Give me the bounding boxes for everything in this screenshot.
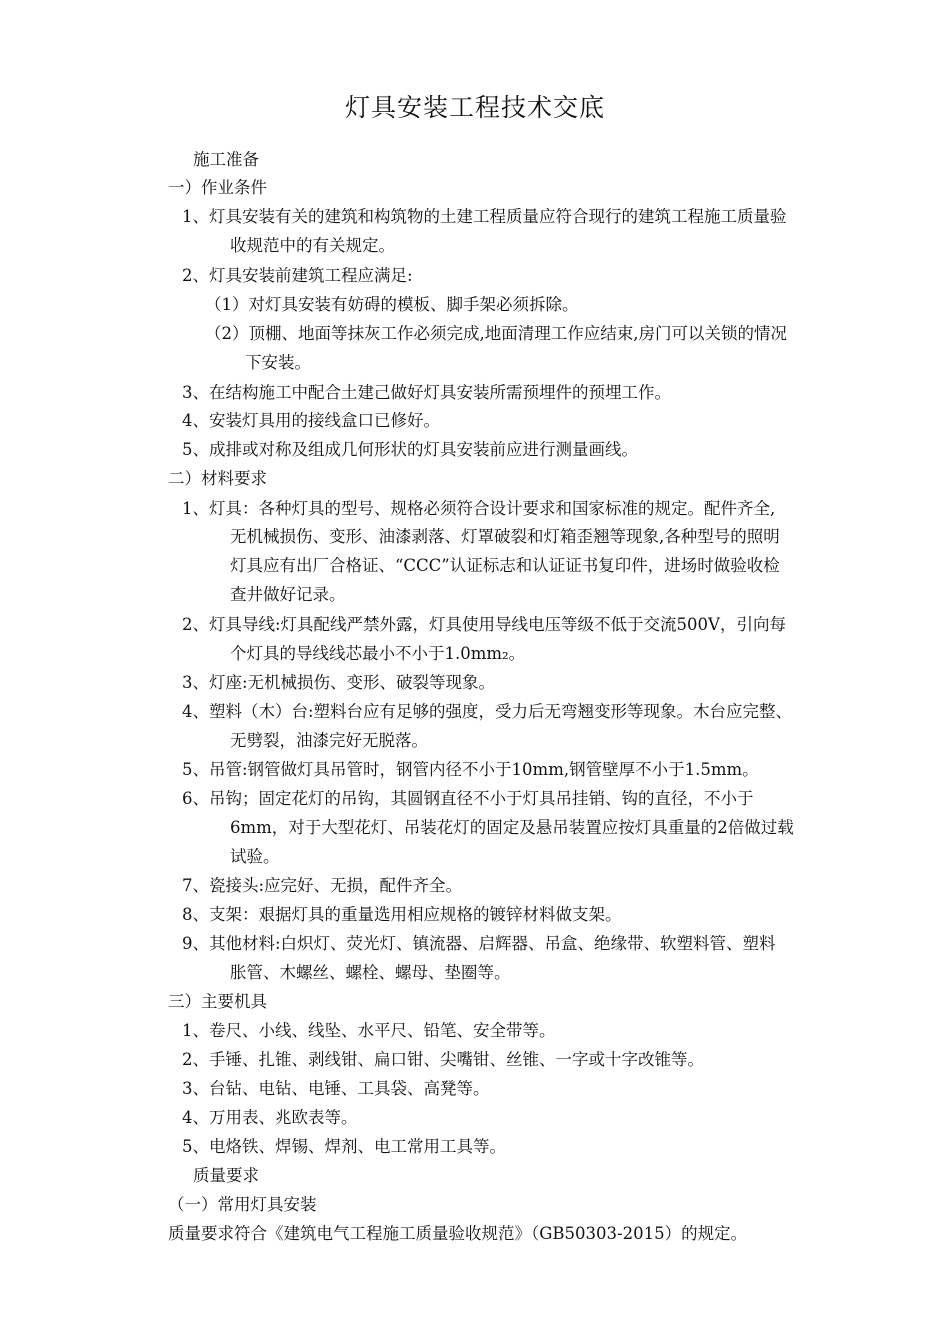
text-line: 7、瓷接头:应完好、无损，配件齐全。 [182,876,463,895]
text-line: 3、灯座:无机械损伤、变形、破裂等现象。 [182,673,496,692]
text-line: 下安装。 [245,353,311,372]
text-line: 无机械损伤、变形、油漆剥落、灯罩破裂和灯箱歪翘等现象,各种型号的照明 [230,527,780,546]
text-line: 5、成排或对称及组成几何形状的灯具安装前应进行测量画线。 [182,440,638,459]
text-line: 试验。 [230,847,280,866]
text-line: 1、灯具：各种灯具的型号、规格必须符合设计要求和国家标准的规定。配件齐全, [182,499,776,518]
text-line: 3、在结构施工中配合土建己做好灯具安装所需预埋件的预埋工作。 [182,383,671,402]
text-line: 4、塑料（木）台:塑料台应有足够的强度，受力后无弯翘变形等现象。木台应完整、 [182,702,793,721]
text-line: 1、灯具安装有关的建筑和构筑物的土建工程质量应符合现行的建筑工程施工质量验 [182,207,787,226]
text-line: （1）对灯具安装有妨碍的模板、脚手架必须拆除。 [205,295,579,314]
text-line: 4、万用表、兆欧表等。 [182,1108,358,1127]
text-line: 胀管、木螺丝、螺栓、螺母、垫圈等。 [230,963,511,982]
text-line: 无劈裂，油漆完好无脱落。 [230,731,428,750]
text-line: 二）材料要求 [168,469,267,488]
text-line: 6mm，对于大型花灯、吊装花灯的固定及悬吊装置应按灯具重量的2倍做过载 [230,818,794,837]
text-line: 1、卷尺、小线、线坠、水平尺、铅笔、安全带等。 [182,1021,556,1040]
text-line: 施工准备 [193,150,259,169]
text-line: 查井做好记录。 [230,585,346,604]
text-line: 5、电烙铁、焊锡、焊剂、电工常用工具等。 [182,1137,506,1156]
text-line: 灯具应有出厂合格证、“CCC”认证标志和认证证书复印件，进场时做验收检 [230,556,780,575]
text-line: 4、安装灯具用的接线盒口已修好。 [182,411,440,430]
text-line: 收规范中的有关规定。 [230,236,395,255]
text-line: 2、灯具安装前建筑工程应满足: [182,266,413,285]
text-line: 6、吊钩；固定花灯的吊钩，其圆钢直径不小于灯具吊挂销、钩的直径，不小于 [182,789,754,808]
document-title: 灯具安装工程技术交底 [344,93,605,122]
text-line: 质量要求 [193,1166,259,1185]
text-line: 3、台钻、电钻、电锤、工具袋、高凳等。 [182,1079,490,1098]
text-line: （一）常用灯具安装 [168,1195,317,1214]
text-line: 9、其他材料:白炽灯、荧光灯、镇流器、启辉器、吊盒、绝缘带、软塑料管、塑料 [182,934,776,953]
text-line: 5、吊管:钢管做灯具吊管时，钢管内径不小于10mm,钢管壁厚不小于1.5mm。 [182,760,759,779]
text-line: 个灯具的导线线芯最小不小于1.0mm₂。 [230,644,526,663]
text-line: （2）顶棚、地面等抹灰工作必须完成,地面清理工作应结束,房门可以关锁的情况 [205,324,787,343]
text-line: 质量要求符合《建筑电气工程施工质量验收规范》（GB50303-2015）的规定。 [168,1224,748,1243]
text-line: 2、灯具导线:灯具配线严禁外露，灯具使用导线电压等级不低于交流500V，引向每 [182,615,786,634]
text-line: 三）主要机具 [168,992,267,1011]
text-line: 一）作业条件 [168,178,267,197]
text-line: 8、支架：艰据灯具的重量选用相应规格的镀锌材料做支架。 [182,905,622,924]
text-line: 2、手锤、扎锥、剥线钳、扁口钳、尖嘴钳、丝锥、一字或十字改锥等。 [182,1050,704,1069]
